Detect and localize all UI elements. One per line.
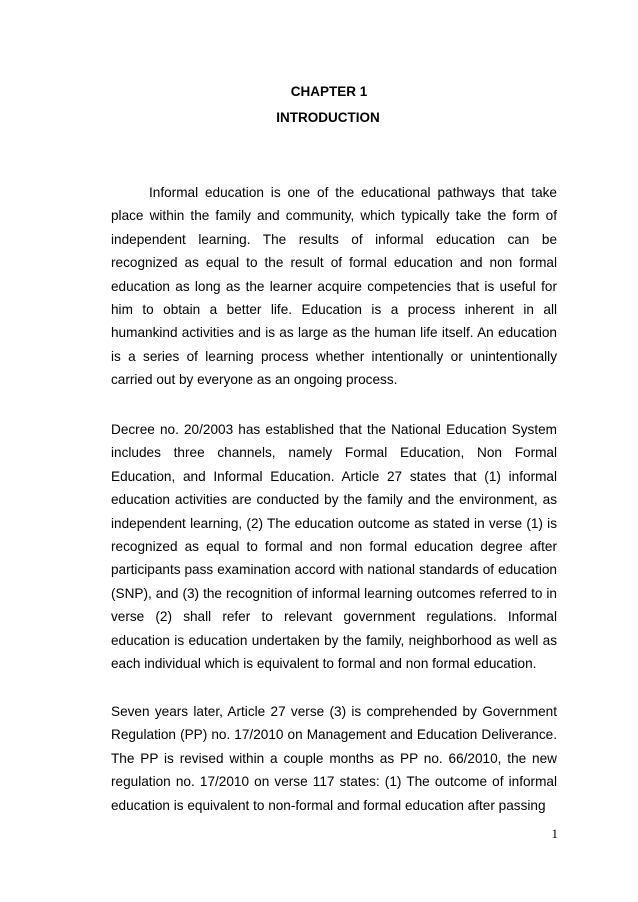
paragraph: Seven years later, Article 27 verse (3) is comprehended by Government Regulation (PP) no. 17/2010 on Management and Education Deliverance. The PP is revised within a couple months as PP no. 66/2010, the new regulation no. 17/2010 on verse 117 states: (1) The outcome of informal education is equivalent to non-formal and formal education after passing: [111, 704, 557, 813]
paragraph: Informal education is one of the educational pathways that take place within the family and community, which typically take the form of independent learning. The results of informal education can be recognized as equal to the result of formal education and non formal education as long as the learner acquire competencies that is useful for him to obtain a better life. Education is a process inherent in all humankind activities and is as large as the human life itself. An education is a series of learning process whether intentionally or unintentionally carried out by everyone as an ongoing process.: [111, 185, 557, 388]
page-number: 1: [551, 826, 558, 841]
chapter-number: CHAPTER 1: [290, 84, 368, 99]
paragraph: Decree no. 20/2003 has established that the National Education System includes three channels, namely Formal Education, Non Formal Education, and Informal Education. Article 27 states that (1) informal education activities are conducted by the family and the environment, as independent learning, (2) The education outcome as stated in verse (1) is recognized as equal to formal and non formal education degree after participants pass examination accord with national standards of education (SNP), and (3) the recognition of informal learning outcomes referred to in verse (2) shall refer to relevant government regulations. Informal education is education undertaken by the family, neighborhood as well as each individual which is equivalent to formal and non formal education.: [111, 422, 557, 672]
chapter-title: INTRODUCTION: [276, 110, 380, 125]
